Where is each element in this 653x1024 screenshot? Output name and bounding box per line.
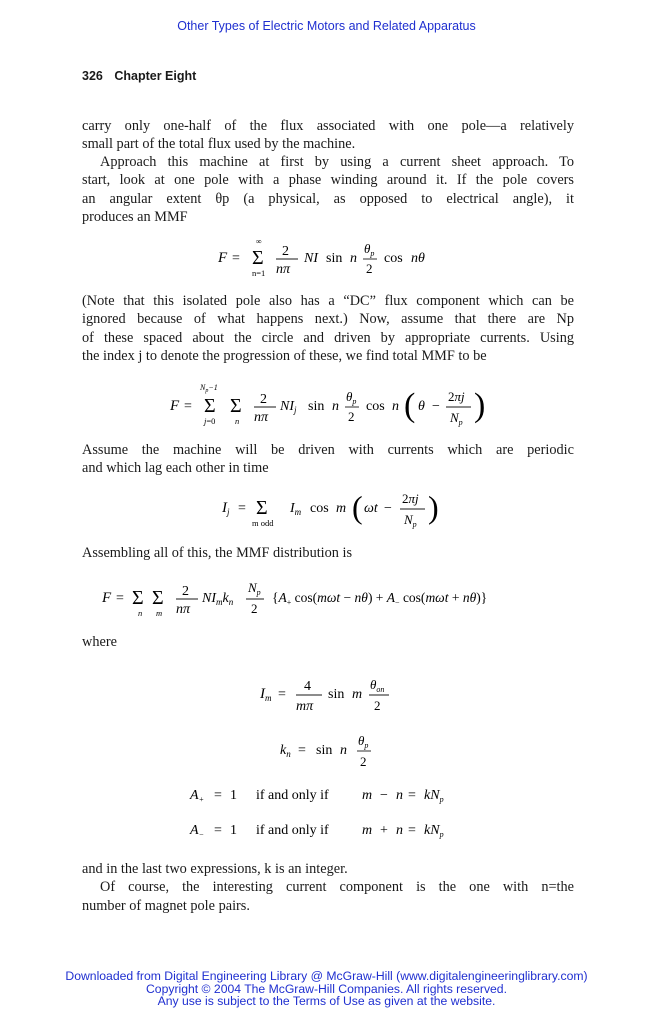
- svg-text:2: 2: [182, 584, 189, 599]
- footer-terms-link[interactable]: Any use is subject to the Terms of Use as given at the website.: [157, 994, 496, 1009]
- svg-text:nθ: nθ: [411, 251, 425, 266]
- svg-text:Σ: Σ: [204, 395, 216, 417]
- svg-text:θ: θ: [418, 399, 425, 414]
- svg-text:m: m: [156, 608, 163, 618]
- paragraph-2: [82, 153, 574, 227]
- equation-2-svg: [166, 380, 496, 430]
- svg-text:1: 1: [230, 788, 237, 803]
- text-line: and which lag each other in time: [82, 460, 269, 477]
- footer: [0, 970, 653, 1008]
- paragraph-4: [82, 441, 574, 478]
- svg-text:{A+ cos(mωt − nθ) + A− cos(mωt: {$A_+$ $\cos(m\omega t - n\theta) + A_-$ cos(mωt + nθ)}: [272, 590, 488, 607]
- svg-text:nπ: nπ: [176, 602, 191, 617]
- equation-4-svg: [98, 576, 568, 620]
- text-line: carry only one-half of the flux associated with one pole—a relatively: [82, 118, 574, 134]
- text-line: number of magnet pole pairs.: [82, 897, 250, 914]
- equation-4: [98, 576, 568, 625]
- svg-text:2: 2: [260, 392, 267, 407]
- svg-text:θp: $\theta_p$: [358, 733, 369, 750]
- equation-8-svg: [190, 818, 480, 842]
- svg-text:Im: $I_m$: [290, 501, 302, 517]
- text-line: ignored because of what happens next.) Now, assume that there are Np: [82, 311, 574, 328]
- svg-text:A+: $A_+$: [190, 788, 204, 804]
- svg-text:n: n: [138, 608, 143, 618]
- svg-text:=: =: [184, 399, 192, 414]
- svg-text:2: 2: [360, 754, 367, 769]
- svg-text:Σ: Σ: [152, 587, 164, 609]
- svg-text:cos: cos: [310, 501, 329, 516]
- svg-text:2πj: 2πj: [402, 491, 419, 506]
- svg-text:ωt: ωt: [364, 501, 378, 516]
- svg-text:=: =: [238, 501, 246, 516]
- footer-download-link[interactable]: Downloaded from Digital Engineering Library @ McGraw-Hill (www.digitalengineeringlibrary.com): [65, 969, 588, 983]
- svg-text:=: =: [408, 823, 416, 838]
- svg-text:NI: NI: [304, 251, 318, 266]
- svg-text:kNp: $kN_p$: [424, 823, 444, 839]
- svg-text:2πj: 2πj: [448, 389, 465, 404]
- svg-text:n=1: n=1: [252, 268, 266, 278]
- svg-text:mπ: mπ: [296, 699, 314, 714]
- svg-text:cos: cos: [384, 251, 403, 266]
- svg-text:θon: $\theta_{on}$: [370, 677, 385, 694]
- svg-text:Σ: Σ: [252, 247, 264, 269]
- svg-text:n: n: [396, 823, 403, 838]
- svg-text:−: −: [432, 399, 440, 414]
- svg-text:Np: $N_p$: [404, 512, 417, 529]
- svg-text:sin: sin: [328, 687, 345, 702]
- svg-text:sin: sin: [308, 399, 325, 414]
- equation-5-svg: [256, 674, 406, 718]
- svg-text:∞: ∞: [256, 237, 262, 246]
- page-number: 326: [82, 69, 103, 83]
- text-line: the index j to denote the progression of these, we find total MMF to be: [82, 348, 487, 365]
- equation-3-svg: [218, 488, 448, 534]
- svg-text:Im: $I_m$: [260, 686, 272, 703]
- svg-text:if and only if: if and only if: [256, 823, 329, 838]
- svg-text:Np: $N_p$: [248, 580, 261, 597]
- svg-text:m: m: [362, 823, 373, 838]
- svg-text:m: m: [352, 687, 363, 702]
- svg-text:2: 2: [348, 409, 355, 424]
- paragraph-7: [82, 860, 574, 915]
- svg-text:−: −: [380, 788, 388, 803]
- text-line: Approach this machine at first by using a current sheet approach. To: [100, 154, 574, 170]
- svg-text:n: n: [332, 399, 339, 414]
- svg-text:): ): [474, 387, 486, 424]
- svg-text:Σ: Σ: [132, 587, 144, 609]
- equation-2: [166, 380, 496, 435]
- svg-text:kn: $k_n$: [280, 743, 291, 759]
- svg-text:(: (: [352, 489, 363, 525]
- svg-text:kNp: $kN_p$: [424, 788, 444, 804]
- running-title-link[interactable]: Other Types of Electric Motors and Related Apparatus: [177, 19, 476, 33]
- paragraph-1: [82, 117, 574, 154]
- svg-text:2: 2: [374, 698, 381, 713]
- paragraph-5: [82, 544, 574, 562]
- svg-text:=: =: [278, 687, 286, 702]
- text-line: (Note that this isolated pole also has a “DC” flux component which can be: [82, 293, 574, 309]
- svg-text:m: m: [362, 788, 373, 803]
- svg-text:=: =: [116, 591, 124, 606]
- svg-text:θp: $\theta_p$: [346, 389, 357, 406]
- svg-text:2: 2: [366, 261, 373, 276]
- paragraph-3: [82, 292, 574, 366]
- svg-text:if and only if: if and only if: [256, 788, 329, 803]
- svg-text:+: +: [380, 823, 388, 838]
- text-line: Assume the machine will be driven with currents which are periodic: [82, 442, 574, 458]
- svg-text:=: =: [408, 788, 416, 803]
- svg-text:m odd: m odd: [252, 518, 274, 528]
- svg-text:): ): [428, 489, 439, 525]
- text-line: Of course, the interesting current component is the one with n=the: [100, 879, 574, 896]
- svg-text:Np−1: $N_p-1$: [200, 383, 218, 394]
- equation-7-svg: [190, 783, 480, 807]
- svg-text:Ij: $I_j$: [222, 500, 230, 517]
- svg-text:=: =: [214, 823, 222, 838]
- svg-text:=: =: [298, 743, 306, 758]
- svg-text:2: 2: [251, 601, 258, 616]
- page-header: [82, 69, 196, 83]
- svg-text:m: m: [336, 501, 347, 516]
- text-line: start, look at one pole with a phase winding around it. If the pole covers: [82, 172, 574, 189]
- equation-6: [278, 730, 388, 779]
- equation-5: [256, 674, 406, 723]
- text-line: produces an MMF: [82, 209, 188, 226]
- svg-text:j=0: j=0: [204, 416, 216, 426]
- svg-text:n: n: [350, 251, 357, 266]
- svg-text:nπ: nπ: [276, 262, 291, 277]
- svg-text:NIj: $NI_j$: [280, 399, 297, 415]
- chapter-label: Chapter Eight: [114, 69, 197, 83]
- footer-copyright: Copyright © 2004 The McGraw-Hill Companies. All rights reserved.: [146, 981, 507, 996]
- text-line: of these spaced about the circle and driven by appropriate currents. Using: [82, 329, 574, 346]
- svg-text:NImkn: $NI_mk_n$: [202, 591, 234, 607]
- svg-text:n: n: [396, 788, 403, 803]
- svg-text:nπ: nπ: [254, 410, 269, 425]
- svg-text:Σ: Σ: [256, 497, 268, 519]
- svg-text:(: (: [404, 387, 416, 424]
- svg-text:F: F: [170, 398, 180, 414]
- text-line: and in the last two expressions, k is an integer.: [82, 861, 348, 877]
- equation-3: [218, 488, 448, 539]
- svg-text:Np: $N_p$: [450, 410, 463, 427]
- svg-text:−: −: [384, 501, 392, 516]
- text-line: where: [82, 634, 117, 650]
- svg-text:sin: sin: [326, 251, 343, 266]
- equation-1: [214, 236, 454, 285]
- equation-6-svg: [278, 730, 388, 774]
- svg-text:sin: sin: [316, 743, 333, 758]
- text-line: an angular extent θp (a physical, as opposed to electrical angle), it: [82, 190, 574, 207]
- svg-text:θp: $\theta_p$: [364, 241, 375, 258]
- svg-text:n: n: [340, 743, 347, 758]
- equation-8: [190, 818, 480, 847]
- svg-text:F: F: [102, 590, 112, 606]
- svg-text:cos: cos: [366, 399, 385, 414]
- svg-text:n: n: [235, 416, 240, 426]
- svg-text:A−: $A_-$: [190, 823, 204, 839]
- text-line: Assembling all of this, the MMF distribution is: [82, 545, 353, 561]
- paragraph-6: [82, 633, 574, 651]
- svg-text:n: n: [392, 399, 399, 414]
- svg-text:2: 2: [282, 244, 289, 259]
- svg-text:4: 4: [304, 679, 311, 694]
- svg-text:=: =: [214, 788, 222, 803]
- svg-text:Σ: Σ: [230, 395, 242, 417]
- equation-7: [190, 783, 480, 812]
- svg-text:=: =: [232, 251, 240, 266]
- svg-text:1: 1: [230, 823, 237, 838]
- svg-text:F: F: [218, 250, 228, 266]
- text-line: small part of the total flux used by the machine.: [82, 136, 356, 153]
- equation-1-svg: [214, 236, 454, 280]
